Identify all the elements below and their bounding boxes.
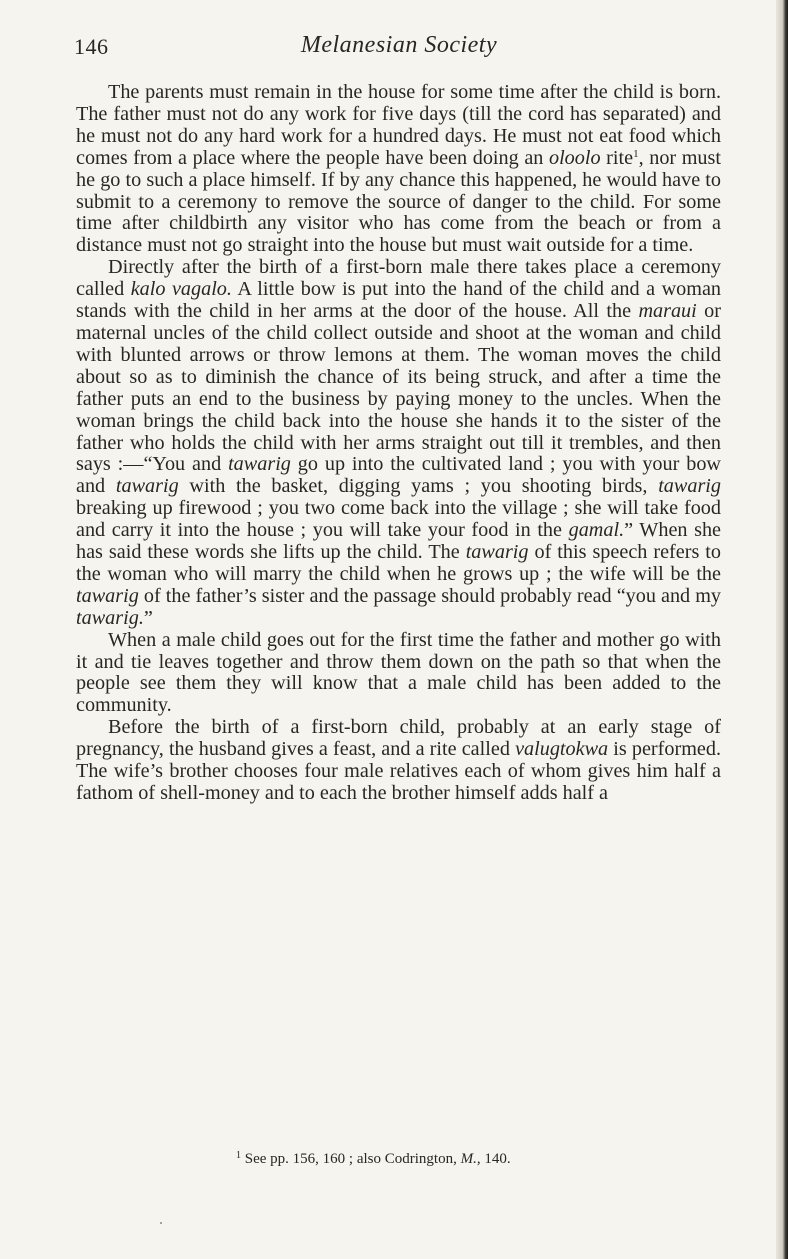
- text-run: The parents must remain in the house for some time after the child is born. The father must not do any work for five days (till the cord has separated) and he must not do any hard work for a hundred days. He must not eat food which comes from a place where the people have been doing an: [76, 81, 721, 169]
- paragraph: [76, 82, 721, 257]
- running-title: Melanesian Society: [300, 32, 498, 58]
- italic-term: tawarig: [228, 453, 291, 476]
- text-run: See pp. 156, 160 ; also Codrington,: [241, 1151, 461, 1167]
- text-run: breaking up firewood ; you two come back into the village ; she will take food and carry it into the house ; you will take your food in the: [76, 497, 721, 542]
- text-run: Directly after the birth of a first-born male there takes place a ceremony called: [76, 256, 721, 301]
- italic-term: M.: [460, 1151, 477, 1167]
- text-run: A little bow is put into the hand of the child and a woman stands with the child in her arms at the door of the house. All the: [76, 278, 721, 323]
- page-number: 146: [74, 34, 109, 59]
- italic-term: oloolo: [548, 146, 601, 169]
- footnote-marker: 1: [236, 1150, 241, 1161]
- italic-term: valugtokwa: [515, 738, 609, 761]
- paragraph: [76, 257, 721, 629]
- text-run: , nor must he go to such a place himself. If by any chance this happened, he would have to submit to a ceremony to remove the source of danger to the child. For some time after childbirth any visitor who has come from the beach or from a distance must not go straight into the house but must wait outside for a time.: [76, 146, 721, 257]
- paper-speck: [160, 1222, 162, 1224]
- italic-term: tawarig.: [76, 606, 144, 629]
- italic-term: tawarig: [465, 541, 529, 564]
- paragraph: [76, 630, 721, 718]
- italic-term: kalo vagalo.: [130, 278, 232, 301]
- text-run: with the basket, digging yams ; you shooting birds,: [178, 475, 659, 498]
- italic-term: tawarig: [658, 475, 722, 498]
- text-run: is performed. The wife’s brother chooses four male relatives each of whom gives him half a fathom of shell-money and to each the brother himself adds half a: [76, 738, 721, 804]
- body-text: [76, 82, 721, 805]
- text-run: ”: [143, 606, 153, 629]
- italic-term: maraui: [638, 300, 697, 323]
- paragraph: [76, 717, 721, 805]
- text-run: When a male child goes out for the first time the father and mother go with it and tie leaves together and throw them down on the path so that when the people see them they will know that a male child has been added to the community.: [76, 628, 721, 717]
- italic-term: tawarig: [76, 584, 139, 607]
- footnote: [236, 1150, 511, 1168]
- text-run: Before the birth of a first-born child, probably at an early stage of pregnancy, the husband gives a feast, and a rite called: [76, 716, 721, 761]
- text-run: ” When she has said these words she lifts up the child. The: [76, 519, 722, 564]
- italic-term: tawarig: [115, 475, 179, 498]
- page-header: [74, 32, 724, 64]
- text-run: of this speech refers to the woman who will marry the child when he grows up ; the wife will be the: [76, 541, 721, 585]
- footnote-marker: 1: [633, 147, 639, 160]
- italic-term: gamal.: [568, 519, 625, 542]
- text-run: , 140.: [476, 1151, 511, 1167]
- page-edge: [776, 0, 788, 1259]
- text-run: or maternal uncles of the child collect outside and shoot at the woman and child with blunted arrows or throw lemons at them. The woman moves the child about so as to diminish the chance of its being struck, and after a time the father puts an end to the business by paying money to the uncles. When the woman brings the child back into the house she hands it to the sister of the father who holds the child with her arms straight out till it trembles, and then says :—“You and: [76, 300, 721, 476]
- text-run: rite: [600, 146, 634, 169]
- text-run: go up into the cultivated land ; you with your bow and: [76, 453, 721, 498]
- text-run: of the father’s sister and the passage should probably read “you and my: [138, 584, 721, 607]
